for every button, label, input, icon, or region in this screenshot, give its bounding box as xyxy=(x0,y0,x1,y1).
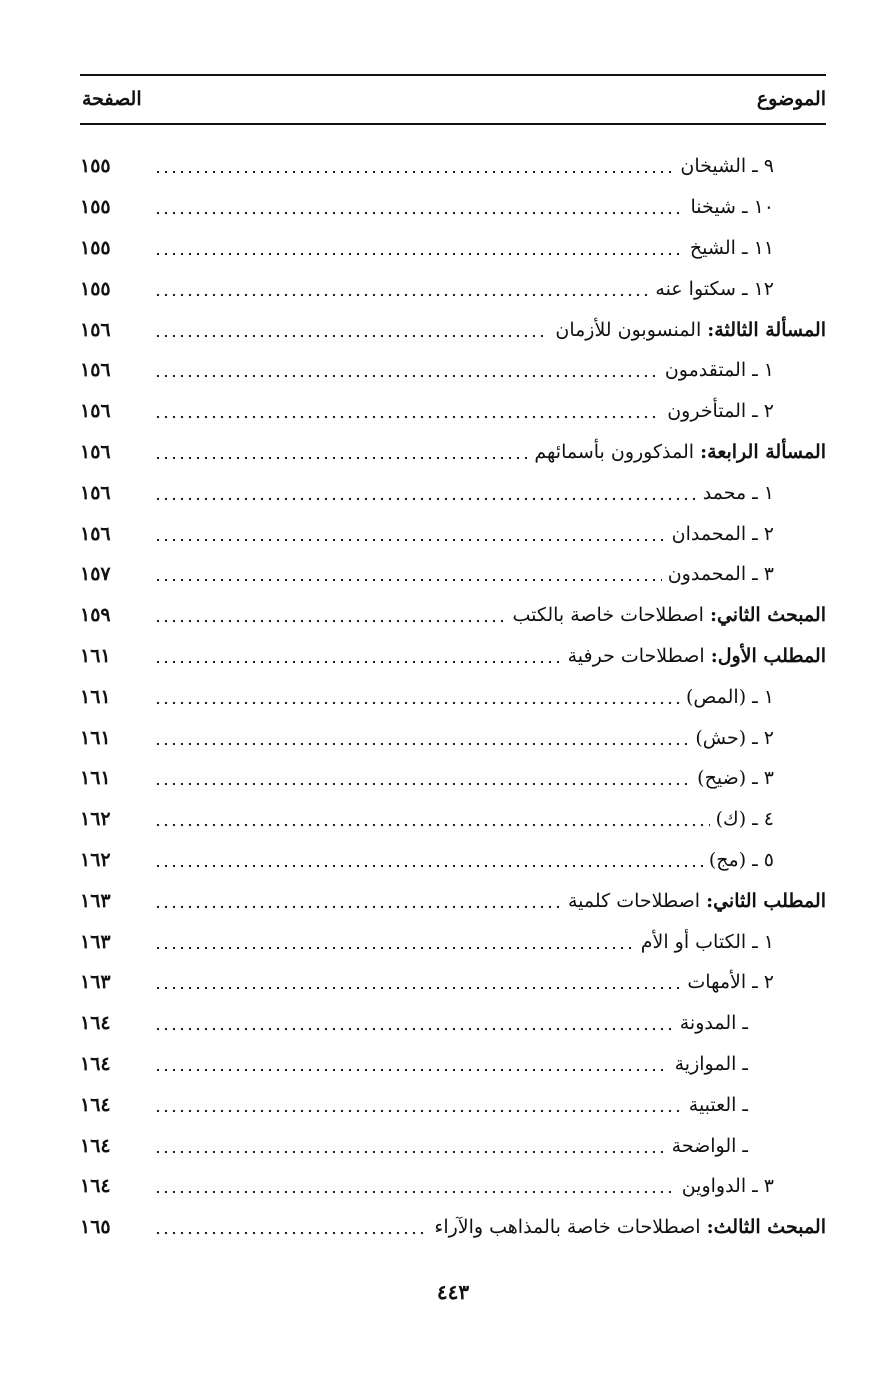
toc-entry-page: ١٥٧ xyxy=(80,563,111,586)
toc-entry-page: ١٦١ xyxy=(80,685,111,708)
toc-entry-text: ٣ ـ المحمدون xyxy=(667,563,774,586)
toc-entry-text: ٢ ـ (حش) xyxy=(695,726,774,749)
toc-entry-text: ـ المدونة xyxy=(679,1012,748,1035)
toc-entry-list xyxy=(80,146,826,1248)
toc-entry-heading: المسألة الرابعة: xyxy=(700,440,826,463)
header-top-rule xyxy=(80,74,826,76)
toc-entry-page: ١٦٤ xyxy=(80,1093,111,1116)
toc-entry xyxy=(80,717,826,758)
toc-entry-page: ١٥٥ xyxy=(80,196,111,219)
toc-entry xyxy=(80,595,826,636)
toc-entry-text: ٩ ـ الشيخان xyxy=(680,155,774,178)
toc-entry-text: ـ الموازية xyxy=(674,1052,748,1075)
toc-entry-page: ١٥٦ xyxy=(80,481,111,504)
toc-entry-heading: المطلب الثاني: xyxy=(706,889,826,912)
dot-leader xyxy=(154,359,659,381)
toc-entry-page: ١٦٣ xyxy=(80,971,111,994)
toc-entry-title xyxy=(662,563,826,585)
toc-entry-heading: المطلب الأول: xyxy=(710,644,826,667)
toc-entry-page: ١٥٩ xyxy=(80,604,111,627)
dot-leader xyxy=(154,971,681,993)
toc-entry xyxy=(80,350,826,391)
dot-leader xyxy=(154,727,689,749)
toc-entry-text: اصطلاحات خاصة بالمذاهب والآراء xyxy=(434,1216,701,1239)
toc-entry xyxy=(80,1125,826,1166)
dot-leader xyxy=(154,849,703,871)
toc-entry xyxy=(80,1207,826,1248)
toc-entry-title xyxy=(562,890,826,912)
toc-entry-title xyxy=(710,808,826,830)
toc-entry-page: ١٦٤ xyxy=(80,1134,111,1157)
toc-entry xyxy=(80,1044,826,1085)
toc-entry xyxy=(80,187,826,228)
header-topic-label: الموضوع xyxy=(756,88,826,110)
toc-entry-title xyxy=(674,155,826,177)
toc-entry xyxy=(80,391,826,432)
toc-entry-title xyxy=(669,1053,826,1075)
toc-entry xyxy=(80,840,826,881)
toc-page xyxy=(80,74,826,1314)
toc-entry xyxy=(80,268,826,309)
toc-entry-page: ١٥٥ xyxy=(80,277,111,300)
toc-entry-text: ٢ ـ الأمهات xyxy=(687,971,774,994)
dot-leader xyxy=(154,686,680,708)
toc-entry-page: ١٦٤ xyxy=(80,1175,111,1198)
toc-entry-text: ١ ـ محمد xyxy=(702,481,774,504)
toc-entry-page: ١٥٦ xyxy=(80,318,111,341)
dot-leader xyxy=(154,1175,676,1197)
toc-entry-text: ٥ ـ (مج) xyxy=(708,848,774,871)
toc-entry-title xyxy=(428,1216,826,1238)
toc-entry-title xyxy=(562,645,826,667)
dot-leader xyxy=(154,767,691,789)
toc-entry-page: ١٥٦ xyxy=(80,522,111,545)
dot-leader xyxy=(154,890,562,912)
toc-entry-page: ١٦١ xyxy=(80,644,111,667)
toc-entry-text: اصطلاحات خاصة بالكتب xyxy=(512,604,704,627)
toc-entry xyxy=(80,636,826,677)
dot-leader xyxy=(154,808,710,830)
toc-entry xyxy=(80,472,826,513)
toc-entry-title xyxy=(680,686,826,708)
toc-entry xyxy=(80,513,826,554)
toc-entry xyxy=(80,1003,826,1044)
toc-entry-text: ٤ ـ (ك) xyxy=(715,808,774,831)
toc-entry-page: ١٦٢ xyxy=(80,808,111,831)
toc-entry-text: ١٢ ـ سكتوا عنه xyxy=(655,277,774,300)
dot-leader xyxy=(154,196,684,218)
toc-entry-title xyxy=(703,849,826,871)
toc-entry-title xyxy=(506,604,826,626)
toc-entry-title xyxy=(689,727,826,749)
toc-entry-page: ١٥٥ xyxy=(80,236,111,259)
dot-leader xyxy=(154,1053,669,1075)
toc-entry xyxy=(80,921,826,962)
toc-entry-title xyxy=(676,1175,826,1197)
toc-entry-page: ١٥٦ xyxy=(80,400,111,423)
header-bottom-rule xyxy=(80,123,826,125)
toc-entry-page: ١٦١ xyxy=(80,726,111,749)
toc-entry-title xyxy=(684,196,826,218)
toc-entry-page: ١٦٤ xyxy=(80,1012,111,1035)
toc-entry-text: ١ ـ المتقدمون xyxy=(664,359,774,382)
toc-entry-title xyxy=(683,1094,826,1116)
dot-leader xyxy=(154,482,697,504)
toc-entry-title xyxy=(697,482,826,504)
toc-entry-page: ١٦٥ xyxy=(80,1216,111,1239)
toc-entry-page: ١٦٣ xyxy=(80,889,111,912)
toc-entry xyxy=(80,962,826,1003)
dot-leader xyxy=(154,155,674,177)
dot-leader xyxy=(154,400,661,422)
toc-entry-text: ٢ ـ المحمدان xyxy=(671,522,774,545)
header-page-label: الصفحة xyxy=(82,88,142,110)
toc-entry-title xyxy=(681,971,826,993)
toc-entry-heading: المسألة الثالثة: xyxy=(707,318,826,341)
toc-entry-title xyxy=(549,319,826,341)
dot-leader xyxy=(154,1012,674,1034)
dot-leader xyxy=(154,1094,683,1116)
toc-entry-page: ١٦٤ xyxy=(80,1052,111,1075)
dot-leader xyxy=(154,604,506,626)
toc-entry-heading: المبحث الثالث: xyxy=(706,1216,826,1239)
toc-entry xyxy=(80,880,826,921)
toc-header xyxy=(80,84,826,120)
toc-entry-text: اصطلاحات حرفية xyxy=(567,644,705,667)
toc-entry xyxy=(80,554,826,595)
toc-entry-page: ١٥٥ xyxy=(80,155,111,178)
toc-entry xyxy=(80,146,826,187)
toc-entry-text: المنسوبون للأزمان xyxy=(555,318,702,341)
dot-leader xyxy=(154,319,549,341)
toc-entry-title xyxy=(661,400,826,422)
toc-entry xyxy=(80,1166,826,1207)
toc-entry-title xyxy=(528,441,826,463)
dot-leader xyxy=(154,237,684,259)
dot-leader xyxy=(154,931,635,953)
dot-leader xyxy=(154,645,562,667)
toc-entry xyxy=(80,799,826,840)
dot-leader xyxy=(154,563,662,585)
toc-entry-heading: المبحث الثاني: xyxy=(709,604,826,627)
toc-entry-title xyxy=(659,359,826,381)
dot-leader xyxy=(154,441,528,463)
toc-entry-title xyxy=(666,1135,826,1157)
toc-entry-text: اصطلاحات كلمية xyxy=(567,889,701,912)
toc-entry-title xyxy=(666,523,826,545)
toc-entry-text: المذكورون بأسمائهم xyxy=(534,440,695,463)
toc-entry-text: ١ ـ (المص) xyxy=(685,685,774,708)
toc-entry-title xyxy=(674,1012,826,1034)
toc-entry xyxy=(80,1084,826,1125)
toc-entry xyxy=(80,432,826,473)
toc-entry-page: ١٦٣ xyxy=(80,930,111,953)
dot-leader xyxy=(154,1216,428,1238)
toc-entry-title xyxy=(649,278,826,300)
toc-entry-text: ٢ ـ المتأخرون xyxy=(667,400,774,423)
toc-entry-title xyxy=(684,237,826,259)
toc-entry xyxy=(80,676,826,717)
toc-entry-text: ٣ ـ (ضيح) xyxy=(697,767,774,790)
toc-entry-page: ١٥٦ xyxy=(80,440,111,463)
toc-entry-page: ١٦١ xyxy=(80,767,111,790)
toc-entry-title xyxy=(691,767,826,789)
toc-entry-page: ١٥٦ xyxy=(80,359,111,382)
toc-entry-page: ١٦٢ xyxy=(80,848,111,871)
toc-entry xyxy=(80,228,826,269)
toc-entry-text: ـ الواضحة xyxy=(671,1134,748,1157)
dot-leader xyxy=(154,278,649,300)
toc-entry-text: ـ العتبية xyxy=(688,1093,748,1116)
toc-entry-text: ١٠ ـ شيخنا xyxy=(690,196,774,219)
toc-entry-title xyxy=(635,931,826,953)
dot-leader xyxy=(154,523,666,545)
page-number: ٤٤٣ xyxy=(436,1280,470,1304)
toc-entry-text: ١١ ـ الشيخ xyxy=(689,236,774,259)
toc-entry xyxy=(80,758,826,799)
toc-entry-text: ٣ ـ الدواوين xyxy=(681,1175,774,1198)
toc-entry xyxy=(80,309,826,350)
dot-leader xyxy=(154,1135,666,1157)
toc-entry-text: ١ ـ الكتاب أو الأم xyxy=(640,930,774,953)
